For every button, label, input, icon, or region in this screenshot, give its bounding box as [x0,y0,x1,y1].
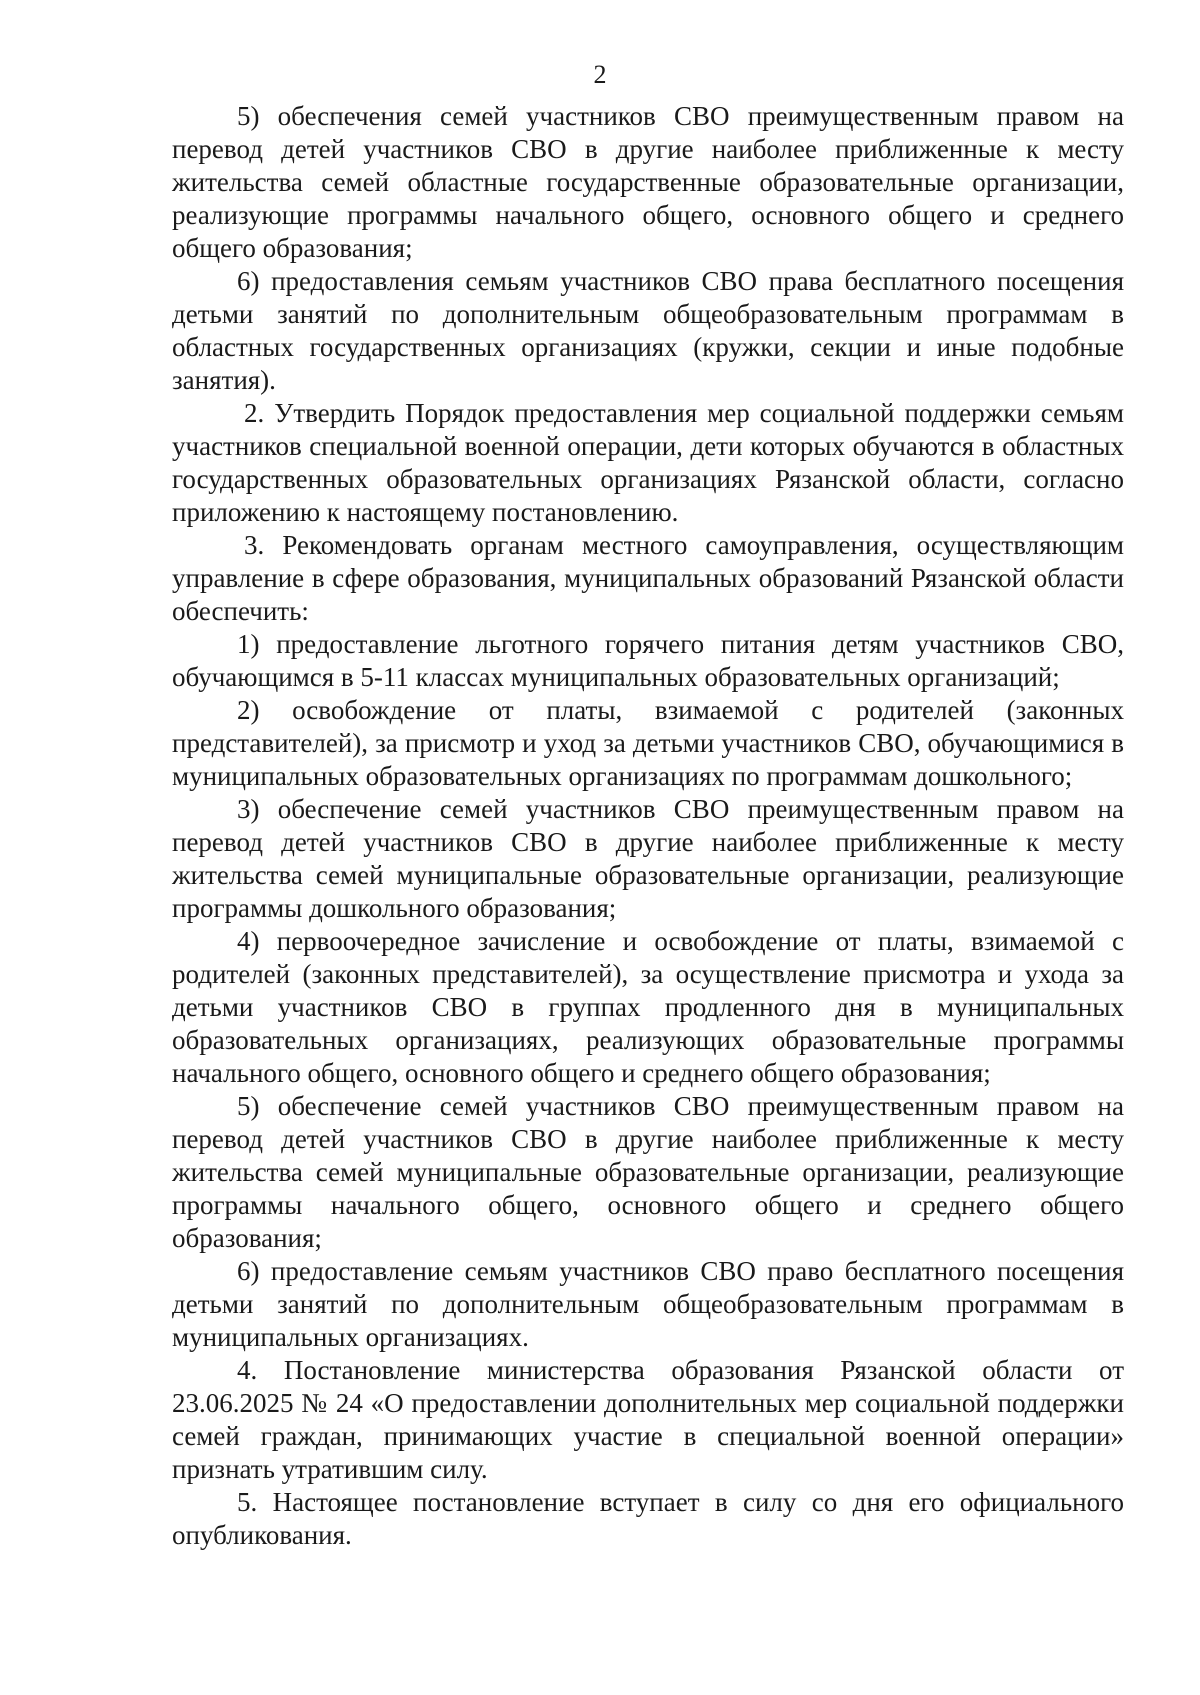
page-number: 2 [593,60,607,89]
paragraph-item-5-municipal: 5) обеспечение семей участников СВО преимущественным правом на перевод детей участников СВО в другие наиболее приближенные к месту жительства семей муниципальные образовательные организации, реализующие программы начального общего, основного общего и среднего общего образования; [172,1091,1124,1253]
paragraph-item-6-municipal: 6) предоставление семьям участников СВО право бесплатного посещения детьми занятий по дополнительным общеобразовательным программам в муниципальных организациях. [172,1256,1124,1352]
paragraph-clause-4: 4. Постановление министерства образования Рязанской области от 23.06.2025 № 24 «О предоставлении дополнительных мер социальной поддержки семей граждан, принимающих участие в специальной военной операции» признать утратившим силу. [172,1355,1124,1484]
paragraph-item-3-municipal: 3) обеспечение семей участников СВО преимущественным правом на перевод детей участников СВО в другие наиболее приближенные к месту жительства семей муниципальные образовательные организации, реализующие программы дошкольного образования; [172,794,1124,923]
paragraph-item-5-regional: 5) обеспечения семей участников СВО преимущественным правом на перевод детей участников СВО в другие наиболее приближенные к месту жительства семей областные государственные образовательные организации, реализующие программы начального общего, основного общего и среднего общего образования; [172,101,1124,263]
document-body [172,100,1124,1552]
paragraph-clause-2: 2. Утвердить Порядок предоставления мер социальной поддержки семьям участников специальной военной операции, дети которых обучаются в областных государственных образовательных организациях Рязанской области, согласно приложению к настоящему постановлению. [172,398,1124,527]
paragraph-clause-5: 5. Настоящее постановление вступает в силу со дня его официального опубликования. [172,1487,1124,1550]
paragraph-clause-3: 3. Рекомендовать органам местного самоуправления, осуществляющим управление в сфере образования, муниципальных образований Рязанской области обеспечить: [172,530,1124,626]
paragraph-item-1-municipal: 1) предоставление льготного горячего питания детям участников СВО, обучающимся в 5-11 классах муниципальных образовательных организаций; [172,629,1124,692]
paragraph-item-4-municipal: 4) первоочередное зачисление и освобождение от платы, взимаемой с родителей (законных представителей), за осуществление присмотра и ухода за детьми участников СВО в группах продленного дня в муниципальных образовательных организациях, реализующих образовательные программы начального общего, основного общего и среднего общего образования; [172,926,1124,1088]
paragraph-item-2-municipal: 2) освобождение от платы, взимаемой с родителей (законных представителей), за присмотр и уход за детьми участников СВО, обучающимися в муниципальных образовательных организациях по программам дошкольного; [172,695,1124,791]
paragraph-item-6-regional: 6) предоставления семьям участников СВО права бесплатного посещения детьми занятий по дополнительным общеобразовательным программам в областных государственных организациях (кружки, секции и иные подобные занятия). [172,266,1124,395]
